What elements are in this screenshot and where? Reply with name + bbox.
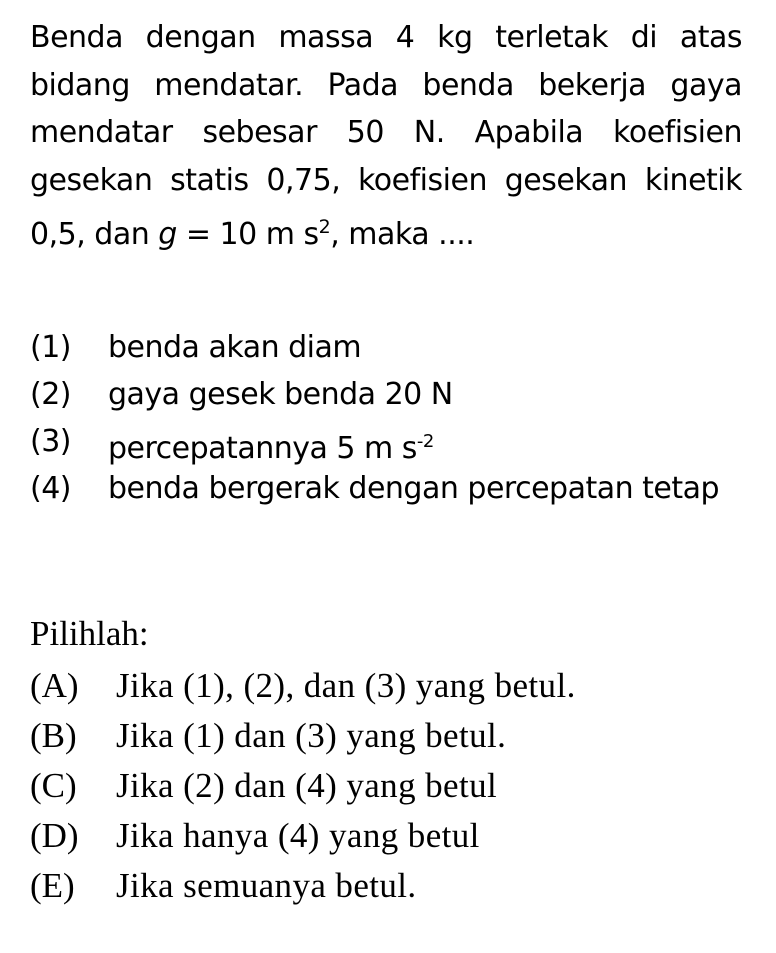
statement-item	[30, 418, 742, 465]
statement-superscript: -2	[416, 431, 434, 452]
statement-text: benda bergerak dengan percepatan tetap	[108, 471, 720, 506]
statement-item	[30, 465, 742, 560]
statement-list	[30, 324, 742, 560]
option-b[interactable]	[30, 711, 742, 761]
option-list	[30, 661, 742, 911]
question-text-part1: Benda dengan massa 4 kg terletak di atas bidang mendatar. Pada benda bekerja gaya mendatar sebesar 50 N. Apabila koefisien gesekan statis 0,75, koefisien gesekan kinetik 0,5, dan	[30, 20, 742, 252]
option-e[interactable]	[30, 861, 742, 911]
statement-text: benda akan diam	[108, 330, 362, 365]
statement-item	[30, 324, 742, 371]
statement-text: percepatannya 5 m s	[108, 431, 417, 466]
option-label: (E)	[30, 866, 75, 905]
option-text: Jika (2) dan (4) yang betul	[116, 766, 498, 805]
statement-number: (2)	[30, 377, 71, 412]
prompt-label: Pilihlah:	[30, 614, 149, 653]
statement-item	[30, 371, 742, 418]
option-a[interactable]	[30, 661, 742, 711]
option-label: (D)	[30, 816, 79, 855]
statement-text-wrap	[108, 418, 742, 472]
statement-number: (3)	[30, 424, 71, 459]
option-text: Jika (1) dan (3) yang betul.	[116, 716, 507, 755]
statement-number: (1)	[30, 330, 71, 365]
gravity-exponent: 2	[318, 216, 331, 238]
question-text-part2: , maka ....	[330, 217, 475, 252]
question-text	[30, 14, 742, 259]
option-label: (A)	[30, 666, 79, 705]
gravity-value: = 10 m s	[176, 217, 319, 252]
option-text: Jika (1), (2), dan (3) yang betul.	[116, 666, 576, 705]
option-label: (C)	[30, 766, 77, 805]
statement-text: gaya gesek benda 20 N	[108, 377, 453, 412]
statement-number: (4)	[30, 471, 71, 506]
option-label: (B)	[30, 716, 77, 755]
option-text: Jika semuanya betul.	[116, 866, 417, 905]
gravity-symbol: g	[158, 217, 177, 252]
option-c[interactable]	[30, 761, 742, 811]
option-d[interactable]	[30, 811, 742, 861]
option-text: Jika hanya (4) yang betul	[116, 816, 480, 855]
